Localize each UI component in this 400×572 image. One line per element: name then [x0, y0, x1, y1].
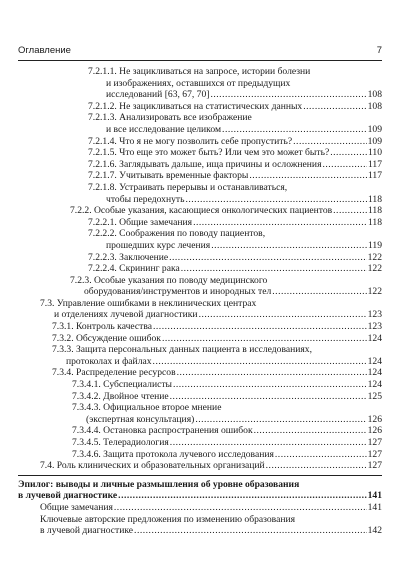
- toc-entry-text: 7.3.4.5. Телерадиология: [72, 437, 169, 448]
- dot-leader: [162, 333, 367, 345]
- toc-page-number: 108: [367, 89, 382, 101]
- dot-leader: [293, 136, 366, 148]
- toc-entry-text: оборудования/инструментов и инородных тел: [84, 286, 272, 298]
- toc-entry-text: чтобы передохнуть: [106, 193, 185, 205]
- toc-entry-line: Эпилог: выводы и личные размышления об уровне образования: [18, 478, 300, 490]
- toc-entry-final-line: [88, 170, 382, 182]
- toc-entry-final-line: [88, 101, 382, 113]
- dot-leader: [330, 147, 367, 159]
- table-of-contents: [0, 66, 400, 537]
- toc-entry-final-line: [40, 309, 382, 321]
- toc-entry-final-line: [70, 205, 382, 217]
- dot-leader: [272, 286, 366, 298]
- running-head: [18, 44, 382, 58]
- dot-leader: [185, 194, 366, 206]
- toc-entry-line: 7.2.1.3. Анализировать все изображение: [88, 112, 252, 124]
- toc-entry-line: и изображениях, оставшихся от предыдущих: [106, 77, 291, 89]
- toc-entry-line: 7.2.2.2. Соображения по поводу пациентов,: [88, 228, 266, 240]
- toc-page-number: 117: [367, 170, 382, 182]
- page-number: 7: [376, 45, 382, 56]
- toc-entry[interactable]: [72, 402, 382, 425]
- toc-entry-line: 7.3.4.3. Официальное второе мнение: [72, 402, 222, 414]
- running-head-title: Оглавление: [18, 45, 71, 56]
- toc-entry[interactable]: [88, 159, 382, 171]
- toc-entry[interactable]: [88, 112, 382, 135]
- toc-entry-line: 7.3. Управление ошибками в неклинических центрах: [40, 297, 257, 309]
- dot-leader: [153, 356, 367, 368]
- toc-entry[interactable]: [72, 379, 382, 391]
- toc-page-number: 118: [367, 205, 382, 217]
- dot-leader: [193, 217, 367, 229]
- toc-entry-text: Общие замечания: [40, 501, 113, 513]
- toc-page-number: 142: [367, 525, 382, 537]
- toc-entry[interactable]: [40, 502, 382, 514]
- toc-page-number: 125: [367, 390, 382, 402]
- toc-entry-final-line: [72, 449, 382, 461]
- dot-leader: [173, 379, 367, 391]
- toc-entry[interactable]: [88, 66, 382, 101]
- toc-entry-text: 7.2.2.3. Заключение: [88, 251, 169, 263]
- toc-entry[interactable]: [88, 182, 382, 205]
- toc-entry[interactable]: [72, 391, 382, 403]
- dot-leader: [170, 437, 367, 449]
- toc-entry-text: 7.3.4.2. Двойное чтение: [72, 390, 169, 402]
- toc-page-number: 124: [367, 367, 382, 379]
- toc-entry[interactable]: [88, 170, 382, 182]
- toc-entry[interactable]: [88, 136, 382, 148]
- dot-leader: [118, 490, 366, 502]
- toc-entry-text: 7.3.4.1. Субспециалисты: [72, 379, 172, 391]
- toc-entry-text: 7.2.1.2. Не зацикливаться на статистических данных: [88, 100, 303, 112]
- dot-leader: [275, 449, 367, 461]
- toc-page-number: 124: [367, 332, 382, 344]
- toc-entry-text: 7.2.1.6. Заглядывать дальше, ища причины и осложнения: [88, 158, 322, 170]
- toc-entry-text: 7.2.2.4. Скрининг рака: [88, 263, 180, 275]
- toc-entry[interactable]: [52, 344, 382, 367]
- toc-entry-text: в лучевой диагностике: [40, 525, 134, 537]
- toc-entry-line: 7.2.1.8. Устраивать перерывы и останавливаться,: [88, 181, 288, 193]
- toc-entry[interactable]: [18, 479, 382, 502]
- toc-entry-text: 7.4. Роль клинических и образовательных организаций: [40, 460, 265, 472]
- dot-leader: [266, 460, 367, 472]
- toc-entry-text: исследований [63, 67, 70]: [106, 89, 210, 101]
- dot-leader: [199, 309, 367, 321]
- toc-entry-final-line: [88, 136, 382, 148]
- toc-entry-text: 7.2.2. Особые указания, касающиеся онкологических пациентов: [70, 205, 333, 217]
- dot-leader: [134, 525, 367, 537]
- toc-entry-line: 7.3.3. Защита персональных данных пациента в исследованиях,: [52, 344, 312, 356]
- toc-page-number: 122: [367, 251, 382, 263]
- toc-entry[interactable]: [88, 252, 382, 264]
- dot-leader: [195, 414, 366, 426]
- toc-entry-line: Ключевые авторские предложения по изменению образования: [40, 513, 296, 525]
- toc-entry-final-line: [72, 391, 382, 403]
- toc-entry-text: в лучевой диагностике: [18, 490, 118, 502]
- toc-entry-text: и отделениях лучевой диагностики: [54, 309, 198, 321]
- dot-leader: [181, 263, 367, 275]
- toc-page-number: 127: [367, 437, 382, 448]
- toc-entry-text: 7.2.1.4. Что я не могу позволить себе пропустить?: [88, 135, 293, 147]
- toc-page-number: 109: [367, 123, 382, 135]
- toc-page-number: 126: [367, 425, 382, 437]
- toc-entry[interactable]: [88, 217, 382, 229]
- toc-page-number: 127: [367, 448, 382, 460]
- dot-leader: [153, 321, 367, 333]
- dot-leader: [333, 205, 367, 217]
- toc-entry-text: 7.3.4.4. Остановка распространения ошибок: [72, 425, 253, 437]
- toc-entry-final-line: [88, 124, 382, 136]
- toc-entry[interactable]: [40, 298, 382, 321]
- toc-entry-final-line: [52, 333, 382, 345]
- toc-entry-text: 7.3.4.6. Защита протокола лучевого исследования: [72, 448, 274, 460]
- toc-page-number: 122: [367, 263, 382, 275]
- toc-entry[interactable]: [72, 449, 382, 461]
- toc-entry-final-line: [40, 460, 382, 472]
- dot-leader: [114, 502, 367, 514]
- toc-entry-final-line: [88, 263, 382, 275]
- toc-page-number: 123: [367, 309, 382, 321]
- dot-leader: [210, 89, 366, 101]
- toc-entry[interactable]: [72, 437, 382, 449]
- toc-page-number: 109: [367, 135, 382, 147]
- toc-entry-final-line: [88, 159, 382, 171]
- toc-entry-text: прошедших курс лечения: [106, 239, 211, 251]
- toc-page-number: 108: [367, 100, 382, 112]
- dot-leader: [177, 367, 367, 379]
- toc-entry-final-line: [52, 367, 382, 379]
- toc-entry[interactable]: [52, 333, 382, 345]
- toc-entry[interactable]: [70, 275, 382, 298]
- dot-leader: [249, 170, 367, 182]
- toc-entry-text: и все исследование целиком: [106, 123, 222, 135]
- toc-entry[interactable]: [40, 514, 382, 537]
- toc-page-number: 118: [367, 193, 382, 205]
- toc-entry-text: 7.3.1. Контроль качества: [52, 321, 152, 333]
- toc-entry-final-line: [72, 437, 382, 449]
- toc-entry[interactable]: [88, 101, 382, 113]
- toc-entry[interactable]: [88, 228, 382, 251]
- toc-entry-text: 7.3.2. Обсуждение ошибок: [52, 332, 161, 344]
- toc-entry-text: протоколах и файлах: [66, 355, 152, 367]
- toc-entry-final-line: [70, 286, 382, 298]
- toc-entry-text: 7.2.2.1. Общие замечания: [88, 216, 193, 228]
- toc-page-number: 141: [367, 490, 382, 502]
- toc-page-number: 126: [367, 413, 382, 425]
- toc-entry-line: 7.2.3. Особые указания по поводу медицинского: [70, 274, 268, 286]
- toc-page-number: 124: [367, 355, 382, 367]
- toc-entry-final-line: [72, 425, 382, 437]
- toc-entry[interactable]: [52, 367, 382, 379]
- toc-entry-text: 7.2.1.7. Учитывать временные факторы: [88, 170, 249, 182]
- toc-entry[interactable]: [52, 321, 382, 333]
- header-rule: [18, 60, 382, 61]
- dot-leader: [170, 391, 367, 403]
- toc-entry-text: 7.2.1.5. Что еще это может быть? Или чем это может быть?: [88, 147, 330, 159]
- dot-leader: [222, 124, 367, 136]
- toc-page-number: 122: [367, 286, 382, 298]
- toc-entry[interactable]: [88, 263, 382, 275]
- toc-page-number: 123: [367, 321, 382, 333]
- dot-leader: [211, 240, 367, 252]
- toc-entry-final-line: [72, 414, 382, 426]
- toc-entry-final-line: [40, 502, 382, 514]
- toc-page-number: 118: [367, 216, 382, 228]
- toc-entry-text: 7.3.4. Распределение ресурсов: [52, 367, 176, 379]
- toc-entry-final-line: [88, 147, 382, 159]
- toc-page-number: 141: [367, 501, 382, 513]
- toc-page-number: 110: [367, 147, 382, 159]
- dot-leader: [322, 159, 366, 171]
- toc-entry-final-line: [18, 490, 382, 502]
- toc-entry-final-line: [88, 194, 382, 206]
- toc-page-number: 127: [367, 460, 382, 472]
- toc-entry[interactable]: [72, 425, 382, 437]
- dot-leader: [303, 101, 366, 113]
- toc-entry[interactable]: [88, 147, 382, 159]
- toc-entry-final-line: [52, 321, 382, 333]
- toc-entry-text: (экспертная консультация): [86, 413, 195, 425]
- toc-entry[interactable]: [40, 460, 382, 472]
- dot-leader: [169, 252, 367, 264]
- dot-leader: [254, 425, 367, 437]
- toc-page-number: 117: [367, 158, 382, 170]
- toc-entry-final-line: [88, 217, 382, 229]
- toc-page-number: 124: [367, 379, 382, 391]
- toc-entry-final-line: [40, 525, 382, 537]
- toc-entry-final-line: [88, 240, 382, 252]
- toc-page-number: 119: [367, 239, 382, 251]
- toc-entry-line: 7.2.1.1. Не зацикливаться на запросе, истории болезни: [88, 66, 311, 77]
- toc-entry-final-line: [88, 252, 382, 264]
- toc-entry-final-line: [72, 379, 382, 391]
- section-divider: [18, 475, 382, 476]
- toc-entry-final-line: [52, 356, 382, 368]
- toc-entry[interactable]: [70, 205, 382, 217]
- toc-entry-final-line: [88, 89, 382, 101]
